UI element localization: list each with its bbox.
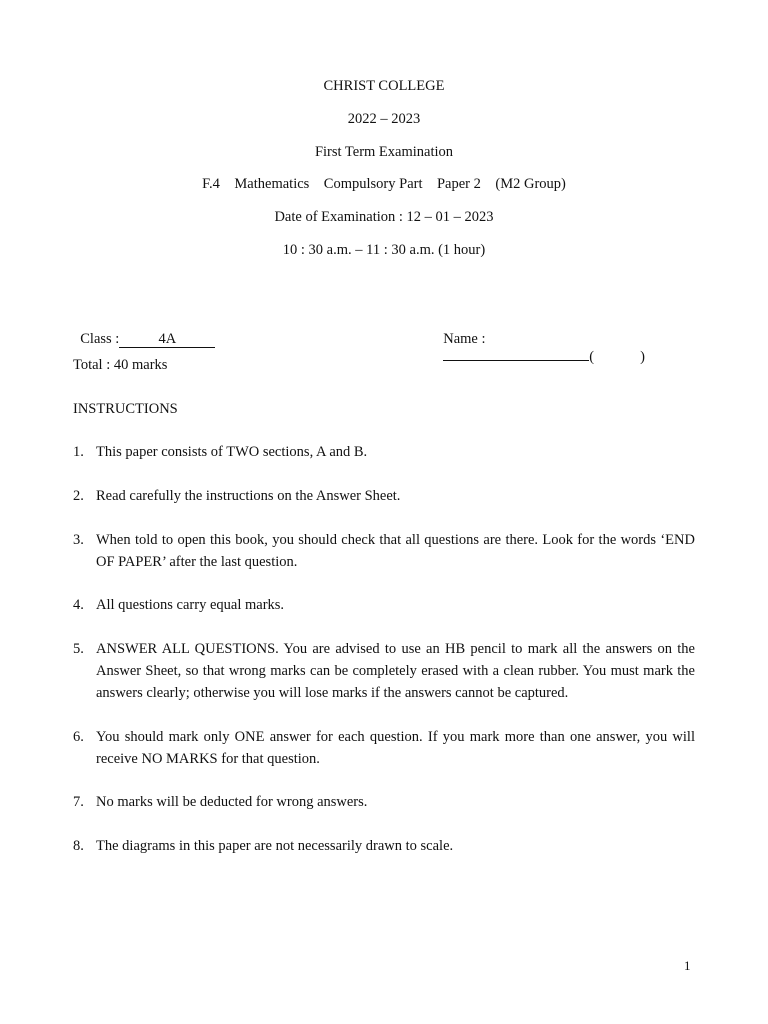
- instruction-item: [73, 441, 695, 463]
- instruction-text: This paper consists of TWO sections, A and B.: [96, 444, 368, 460]
- instruction-number: 2.: [73, 488, 84, 504]
- academic-year: 2022 – 2023: [347, 111, 421, 127]
- instruction-text: When told to open this book, you should check that all questions are there. Look for the words ‘END OF PAPER’ after the last question.: [96, 532, 695, 570]
- instruction-item: [73, 594, 695, 616]
- school-name: CHRIST COLLEGE: [323, 78, 445, 94]
- instruction-item: [73, 791, 695, 813]
- page-number: 1: [684, 958, 691, 973]
- name-blank: [443, 360, 589, 361]
- instruction-item: [73, 835, 695, 857]
- total-marks: Total : 40 marks: [73, 357, 168, 373]
- instruction-item: [73, 726, 695, 770]
- name-label: Name :: [443, 331, 486, 347]
- instruction-number: 3.: [73, 532, 84, 548]
- instruction-number: 8.: [73, 838, 84, 854]
- instruction-item: [73, 638, 695, 704]
- subject-line: F.4 Mathematics Compulsory Part Paper 2 (M2 Group): [202, 176, 566, 192]
- exam-time: 10 : 30 a.m. – 11 : 30 a.m. (1 hour): [282, 242, 486, 258]
- instruction-text: You should mark only ONE answer for each question. If you mark more than one answer, you will receive NO MARKS for that question.: [96, 729, 695, 767]
- instruction-text: Read carefully the instructions on the Answer Sheet.: [96, 488, 401, 504]
- class-number-open: (: [589, 349, 595, 365]
- instruction-number: 4.: [73, 597, 84, 613]
- class-value: 4A: [119, 331, 215, 348]
- instruction-number: 6.: [73, 729, 84, 745]
- instruction-text: No marks will be deducted for wrong answers.: [96, 794, 368, 810]
- instruction-number: 7.: [73, 794, 84, 810]
- instruction-item: [73, 529, 695, 573]
- instruction-text: All questions carry equal marks.: [96, 597, 285, 613]
- instructions-heading: INSTRUCTIONS: [73, 401, 178, 417]
- instruction-text: The diagrams in this paper are not necessarily drawn to scale.: [96, 838, 454, 854]
- class-label: Class :: [80, 331, 120, 347]
- instruction-number: 5.: [73, 641, 84, 657]
- instruction-item: [73, 485, 695, 507]
- class-number-close: ): [640, 349, 645, 365]
- instruction-number: 1.: [73, 444, 84, 460]
- class-field: [73, 312, 215, 348]
- exam-date: Date of Examination : 12 – 01 – 2023: [274, 209, 494, 225]
- instruction-text: ANSWER ALL QUESTIONS. You are advised to use an HB pencil to mark all the answers on the Answer Sheet, so that wrong marks can be completely erased with a clean rubber. You must mark the answers clearly; otherwise you will lose marks if the answers cannot be captured.: [96, 641, 695, 701]
- exam-title: First Term Examination: [314, 144, 454, 160]
- name-field: [436, 312, 645, 366]
